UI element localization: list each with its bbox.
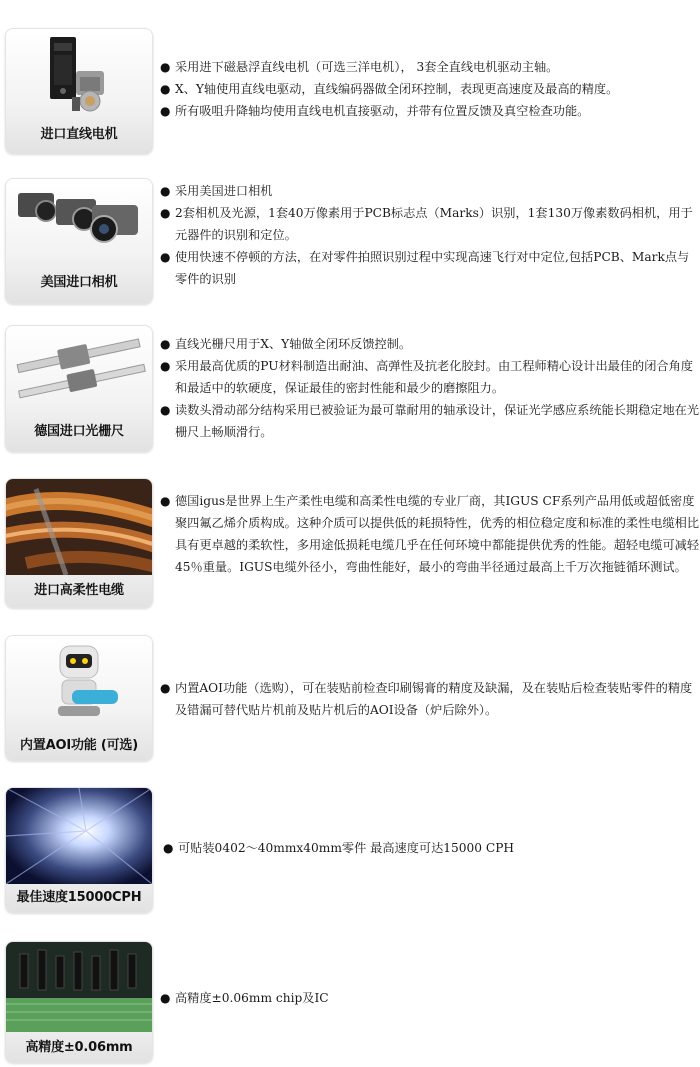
feature-bullets <box>160 56 700 122</box>
bullet-item: ● 所有吸咀升降轴均使用直线电机直接驱动，并带有位置反馈及真空检查功能。 <box>160 100 700 122</box>
feature-card <box>5 635 153 761</box>
feature-linear-motor <box>0 28 700 152</box>
bullet-item: ● 2套相机及光源，1套40万像素用于PCB标志点（Marks）识别，1套130万像素数码相机，用于元器件的识别和定位。 <box>160 202 700 246</box>
feature-label: 内置AOI功能 (可选) <box>20 738 138 753</box>
feature-label: 德国进口光栅尺 <box>34 424 124 439</box>
bullet-item: ● 采用最高优质的PU材料制造出耐油、高弹性及抗老化胶封。由工程师精心设计出最佳的闭合角度和最适中的软硬度，保证最佳的密封性能和最少的磨擦阻力。 <box>160 355 700 399</box>
feature-bullets <box>160 490 700 578</box>
bullet-item: ● 使用快速不停顿的方法，在对零件拍照识别过程中实现高速飞行对中定位,包括PCB、Mark点与零件的识别 <box>160 246 700 290</box>
bullet-item: ● X、Y轴使用直线电驱动，直线编码器做全闭环控制，表现更高速度及最高的精度。 <box>160 78 700 100</box>
bullet-item: ● 内置AOI功能（选购），可在装贴前检查印刷锡膏的精度及缺漏，及在装贴后检查装贴零件的精度及错漏可替代贴片机前及贴片机后的AOI设备（炉后除外）。 <box>160 677 700 721</box>
feature-label: 最佳速度15000CPH <box>16 890 142 905</box>
linear-motor-image <box>6 29 152 121</box>
aoi-robot-image <box>6 636 152 728</box>
placement-head-image <box>6 942 152 1032</box>
feature-label: 进口高柔性电缆 <box>34 583 124 598</box>
bullet-item: ● 高精度±0.06mm chip及IC <box>160 987 700 1009</box>
feature-label: 进口直线电机 <box>40 127 118 142</box>
bullet-item: ● 德国igus是世界上生产柔性电缆和高柔性电缆的专业厂商，其IGUS CF系列产品用低或超低密度聚四氟乙烯介质构成。这种介质可以提供低的耗损特性，优秀的相位稳定度和标准的柔性电缆相比具有更卓越的柔软性，多用途低损耗电缆几乎在任何环境中都能提供优秀的性能。超轻电缆可减轻45％重量。IGUS电缆外径小，弯曲性能好，最小的弯曲半径通过最高上千万次拖链循环测试。 <box>160 490 700 578</box>
feature-bullets <box>160 677 700 721</box>
feature-card <box>5 178 153 304</box>
feature-label: 美国进口相机 <box>40 275 118 290</box>
feature-label: 高精度±0.06mm <box>25 1040 133 1055</box>
feature-grating-ruler <box>0 325 700 450</box>
feature-card <box>5 28 153 154</box>
feature-card <box>5 325 153 452</box>
feature-card <box>5 478 153 608</box>
feature-bullets <box>160 180 700 290</box>
feature-camera <box>0 178 700 302</box>
bullet-item: ● 采用美国进口相机 <box>160 180 700 202</box>
feature-cable <box>0 478 700 606</box>
feature-card <box>5 941 153 1063</box>
bullet-item: ● 读数头滑动部分结构采用已被验证为最可靠耐用的轴承设计，保证光学感应系统能长期稳定地在光栅尺上畅顺滑行。 <box>160 399 700 443</box>
grating-ruler-image <box>6 326 152 418</box>
feature-bullets <box>160 987 700 1009</box>
cable-image <box>6 479 152 575</box>
speed-tunnel-image <box>6 788 152 884</box>
feature-bullets <box>163 837 700 859</box>
bullet-item: ● 采用进下磁悬浮直线电机（可选三洋电机）， 3套全直线电机驱动主轴。 <box>160 56 700 78</box>
feature-precision <box>0 941 700 1061</box>
feature-aoi <box>0 635 700 759</box>
feature-speed <box>0 787 700 911</box>
bullet-item: ● 直线光栅尺用于X、Y轴做全闭环反馈控制。 <box>160 333 700 355</box>
feature-card <box>5 787 153 913</box>
feature-bullets <box>160 333 700 443</box>
bullet-item: ● 可贴装0402～40mmx40mm零件 最高速度可达15000 CPH <box>163 837 700 859</box>
camera-image <box>6 179 152 271</box>
